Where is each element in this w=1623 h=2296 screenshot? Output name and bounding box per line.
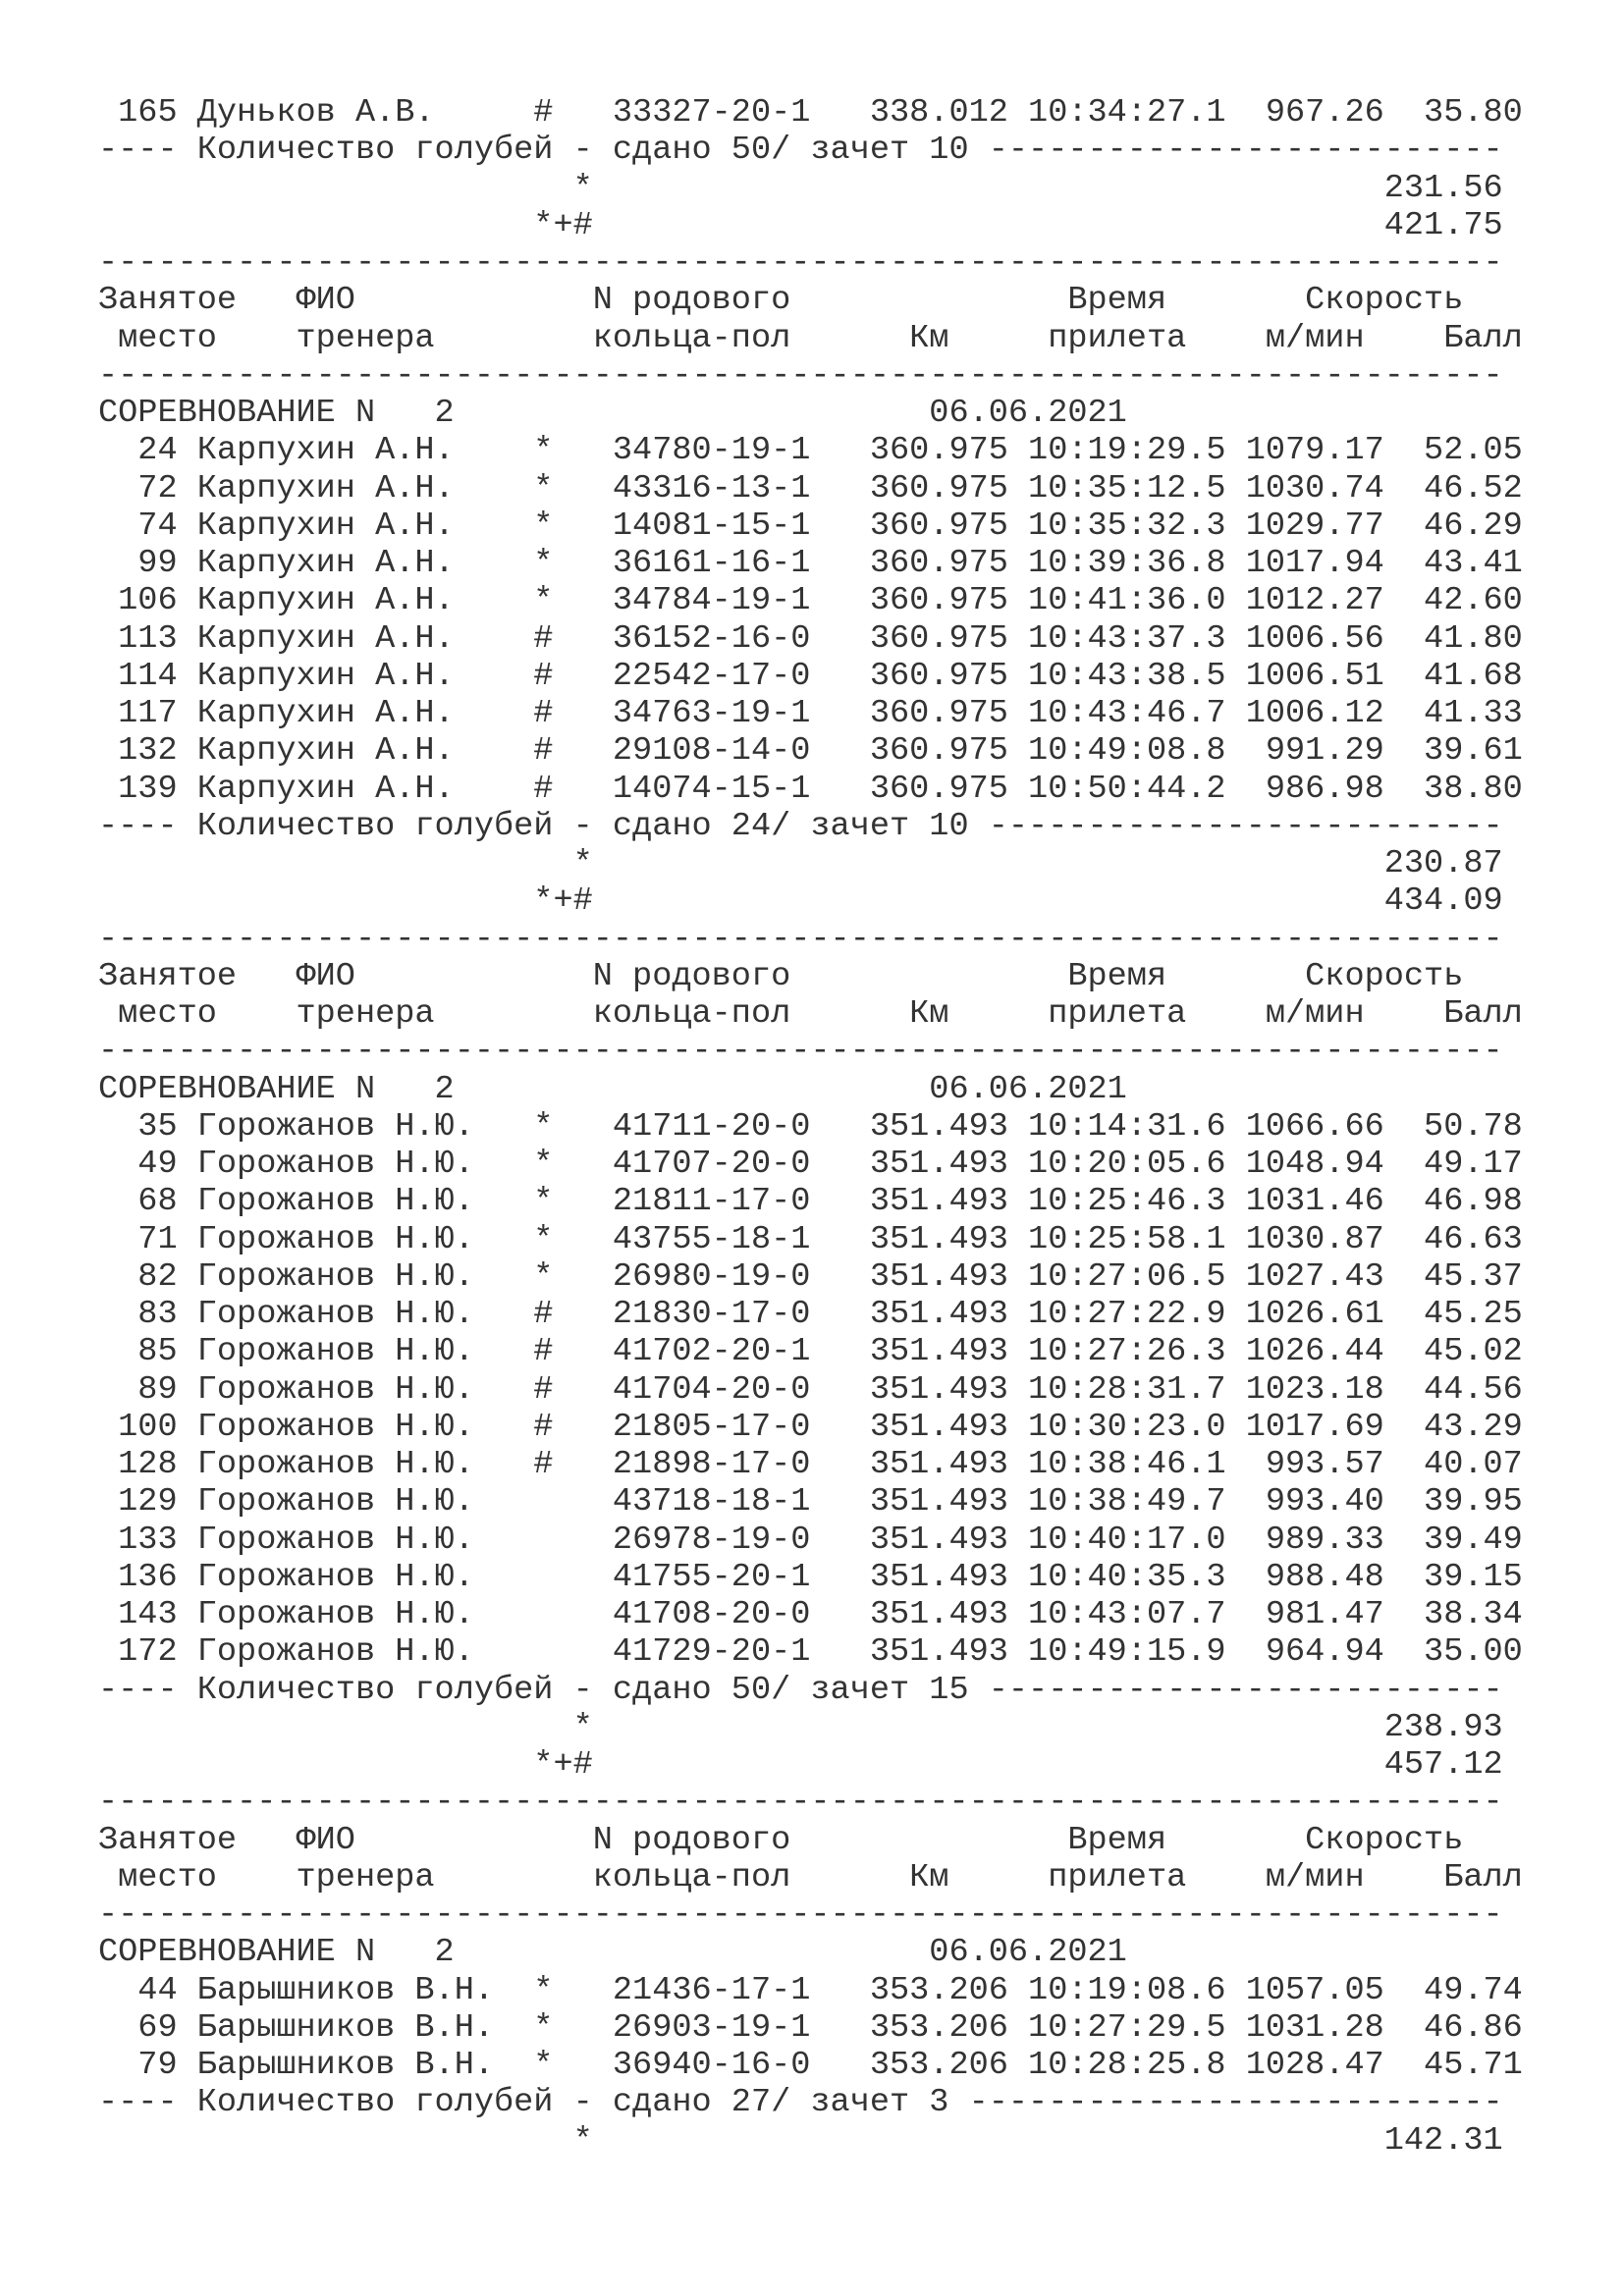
result-row: 133 Горожанов Н.Ю. 26978-19-0 351.493 10:40:17.0 989.33 39.49	[98, 1521, 1523, 1559]
result-row: 117 Карпухин А.Н. # 34763-19-1 360.975 10:43:46.7 1006.12 41.33	[98, 695, 1523, 732]
subtotal-star-line: * 230.87	[98, 845, 1503, 882]
result-row: 89 Горожанов Н.Ю. # 41704-20-0 351.493 10:28:31.7 1023.18 44.56	[98, 1370, 1523, 1409]
result-row: 44 Барышников В.Н. * 21436-17-1 353.206 10:19:08.6 1057.05 49.74	[98, 1971, 1523, 2009]
separator-line: -----------------------------------------------------------------------	[98, 1896, 1503, 1934]
result-row: 85 Горожанов Н.Ю. # 41702-20-1 351.493 10:27:26.3 1026.44 45.02	[98, 1333, 1523, 1371]
result-row: 136 Горожанов Н.Ю. 41755-20-1 351.493 10:40:35.3 988.48 39.15	[98, 1558, 1523, 1596]
result-row: 83 Горожанов Н.Ю. # 21830-17-0 351.493 10:27:22.9 1026.61 45.25	[98, 1296, 1523, 1333]
column-header-line-1: Занятое ФИО N родового Время Скорость	[98, 282, 1464, 320]
result-row: 143 Горожанов Н.Ю. 41708-20-0 351.493 10:43:07.7 981.47 38.34	[98, 1596, 1523, 1633]
birds-count-line: ---- Количество голубей - сдано 50/ зачет 15 --------------------------	[98, 1671, 1503, 1709]
competition-heading: СОРЕВНОВАНИЕ N 2 06.06.2021	[98, 1934, 1127, 1972]
result-row: 35 Горожанов Н.Ю. * 41711-20-0 351.493 10:14:31.6 1066.66 50.78	[98, 1107, 1523, 1146]
result-row: 24 Карпухин А.Н. * 34780-19-1 360.975 10:19:29.5 1079.17 52.05	[98, 432, 1523, 470]
column-header-line-2: место тренера кольца-пол Км прилета м/мин Балл	[98, 319, 1523, 357]
subtotal-star-line: * 142.31	[98, 2121, 1503, 2160]
birds-count-line: ---- Количество голубей - сдано 24/ зачет 10 --------------------------	[98, 807, 1503, 845]
result-row: 106 Карпухин А.Н. * 34784-19-1 360.975 10:41:36.0 1012.27 42.60	[98, 582, 1523, 620]
result-row: 132 Карпухин А.Н. # 29108-14-0 360.975 10:49:08.8 991.29 39.61	[98, 732, 1523, 771]
result-row: 69 Барышников В.Н. * 26903-19-1 353.206 10:27:29.5 1031.28 46.86	[98, 2008, 1523, 2047]
result-row: 68 Горожанов Н.Ю. * 21811-17-0 351.493 10:25:46.3 1031.46 46.98	[98, 1183, 1523, 1221]
result-row: 99 Карпухин А.Н. * 36161-16-1 360.975 10:39:36.8 1017.94 43.41	[98, 545, 1523, 582]
result-row: 49 Горожанов Н.Ю. * 41707-20-0 351.493 10:20:05.6 1048.94 49.17	[98, 1146, 1523, 1183]
separator-line: -----------------------------------------------------------------------	[98, 920, 1503, 958]
column-header-line-2: место тренера кольца-пол Км прилета м/мин Балл	[98, 1858, 1523, 1896]
column-header-line-1: Занятое ФИО N родового Время Скорость	[98, 957, 1464, 995]
birds-count-line: ---- Количество голубей - сдано 27/ зачет 3 ---------------------------	[98, 2084, 1503, 2122]
result-row: 114 Карпухин А.Н. # 22542-17-0 360.975 10:43:38.5 1006.51 41.68	[98, 657, 1523, 695]
separator-line: -----------------------------------------------------------------------	[98, 1784, 1503, 1822]
result-row: 71 Горожанов Н.Ю. * 43755-18-1 351.493 10:25:58.1 1030.87 46.63	[98, 1220, 1523, 1258]
result-row: 100 Горожанов Н.Ю. # 21805-17-0 351.493 10:30:23.0 1017.69 43.29	[98, 1408, 1523, 1446]
result-row: 72 Карпухин А.Н. * 43316-13-1 360.975 10:35:12.5 1030.74 46.52	[98, 469, 1523, 507]
result-row: 74 Карпухин А.Н. * 14081-15-1 360.975 10:35:32.3 1029.77 46.29	[98, 507, 1523, 545]
subtotal-star-line: * 231.56	[98, 169, 1503, 207]
result-row: 128 Горожанов Н.Ю. # 21898-17-0 351.493 10:38:46.1 993.57 40.07	[98, 1446, 1523, 1483]
subtotal-all-line: *+# 434.09	[98, 882, 1503, 921]
result-row: 113 Карпухин А.Н. # 36152-16-0 360.975 10:43:37.3 1006.56 41.80	[98, 619, 1523, 658]
column-header-line-1: Занятое ФИО N родового Время Скорость	[98, 1821, 1464, 1859]
separator-line: -----------------------------------------------------------------------	[98, 1033, 1503, 1071]
separator-line: -----------------------------------------------------------------------	[98, 244, 1503, 282]
separator-line: -----------------------------------------------------------------------	[98, 356, 1503, 395]
results-printout	[98, 94, 1610, 2160]
result-row: 129 Горожанов Н.Ю. 43718-18-1 351.493 10:38:49.7 993.40 39.95	[98, 1483, 1523, 1522]
result-row: 139 Карпухин А.Н. # 14074-15-1 360.975 10:50:44.2 986.98 38.80	[98, 770, 1523, 808]
result-row: 82 Горожанов Н.Ю. * 26980-19-0 351.493 10:27:06.5 1027.43 45.37	[98, 1257, 1523, 1296]
subtotal-all-line: *+# 457.12	[98, 1746, 1503, 1784]
column-header-line-2: место тренера кольца-пол Км прилета м/мин Балл	[98, 995, 1523, 1033]
competition-heading: СОРЕВНОВАНИЕ N 2 06.06.2021	[98, 395, 1127, 432]
subtotal-all-line: *+# 421.75	[98, 206, 1503, 244]
result-row: 79 Барышников В.Н. * 36940-16-0 353.206 10:28:25.8 1028.47 45.71	[98, 2047, 1523, 2084]
subtotal-star-line: * 238.93	[98, 1708, 1503, 1746]
result-row: 172 Горожанов Н.Ю. 41729-20-1 351.493 10:49:15.9 964.94 35.00	[98, 1633, 1523, 1672]
result-row: 165 Дуньков А.В. # 33327-20-1 338.012 10:34:27.1 967.26 35.80	[98, 94, 1523, 132]
competition-heading: СОРЕВНОВАНИЕ N 2 06.06.2021	[98, 1070, 1127, 1108]
birds-count-line: ---- Количество голубей - сдано 50/ зачет 10 --------------------------	[98, 132, 1503, 170]
